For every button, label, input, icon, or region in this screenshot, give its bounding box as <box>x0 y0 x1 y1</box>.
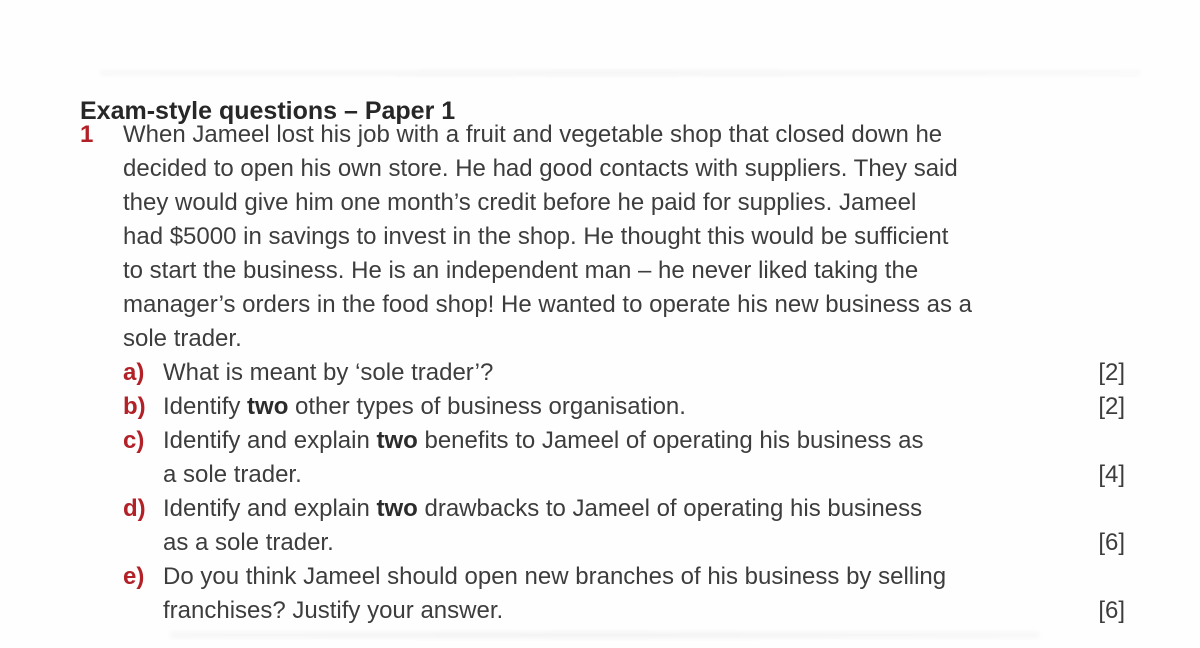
part-text: benefits to Jameel of operating his business as <box>417 427 924 454</box>
question-stem-lines <box>123 118 1125 356</box>
marks-badge: [4] <box>1098 461 1125 488</box>
question-part-e <box>123 560 1125 628</box>
part-line <box>163 492 1125 526</box>
part-text: Identify <box>163 393 248 420</box>
part-text: drawbacks to Jameel of operating his business <box>417 495 923 522</box>
part-text: franchises? Justify your answer. <box>163 597 504 624</box>
part-line <box>163 356 1125 390</box>
question-number: 1 <box>80 121 94 148</box>
part-line <box>163 424 1125 458</box>
part-text: as a sole trader. <box>163 529 334 556</box>
stem-line: sole trader. <box>123 325 242 352</box>
question-part-a <box>123 356 1125 390</box>
marks-badge: [6] <box>1098 597 1125 624</box>
emphasis-text: two <box>376 495 418 522</box>
part-letter: d) <box>123 495 146 522</box>
stem-line: had $5000 in savings to invest in the shop. He thought this would be sufficient <box>123 223 949 250</box>
marks-badge: [6] <box>1098 529 1125 556</box>
part-line <box>163 458 1125 492</box>
part-text: a sole trader. <box>163 461 302 488</box>
marks-badge: [2] <box>1098 393 1125 420</box>
emphasis-text: two <box>376 427 418 454</box>
part-text: Identify and explain <box>163 427 377 454</box>
stem-line: manager’s orders in the food shop! He wanted to operate his new business as a <box>123 291 972 318</box>
part-line <box>163 526 1125 560</box>
page-title: Exam-style questions – Paper 1 <box>80 96 456 125</box>
question-block <box>80 118 1125 628</box>
part-text: What is meant by ‘sole trader’? <box>163 359 494 386</box>
question-part-c <box>123 424 1125 492</box>
part-letter: b) <box>123 393 146 420</box>
stem-line: they would give him one month’s credit before he paid for supplies. Jameel <box>123 189 917 216</box>
part-line <box>163 560 1125 594</box>
question-part-b <box>123 390 1125 424</box>
top-edge-artifact <box>100 71 1140 75</box>
part-line <box>163 390 1125 424</box>
stem-line: to start the business. He is an independent man – he never liked taking the <box>123 257 919 284</box>
part-line <box>163 594 1125 628</box>
stem-line: decided to open his own store. He had good contacts with suppliers. They said <box>123 155 958 182</box>
part-letter: c) <box>123 427 145 454</box>
part-text: Identify and explain <box>163 495 377 522</box>
question-part-d <box>123 492 1125 560</box>
part-letter: e) <box>123 563 145 590</box>
part-text: Do you think Jameel should open new branches of his business by selling <box>163 563 947 590</box>
part-text: other types of business organisation. <box>288 393 686 420</box>
emphasis-text: two <box>247 393 289 420</box>
stem-line: When Jameel lost his job with a fruit and vegetable shop that closed down he <box>123 121 943 148</box>
question-parts <box>123 356 1125 628</box>
marks-badge: [2] <box>1098 359 1125 386</box>
bottom-edge-artifact <box>170 632 1040 638</box>
part-letter: a) <box>123 359 145 386</box>
